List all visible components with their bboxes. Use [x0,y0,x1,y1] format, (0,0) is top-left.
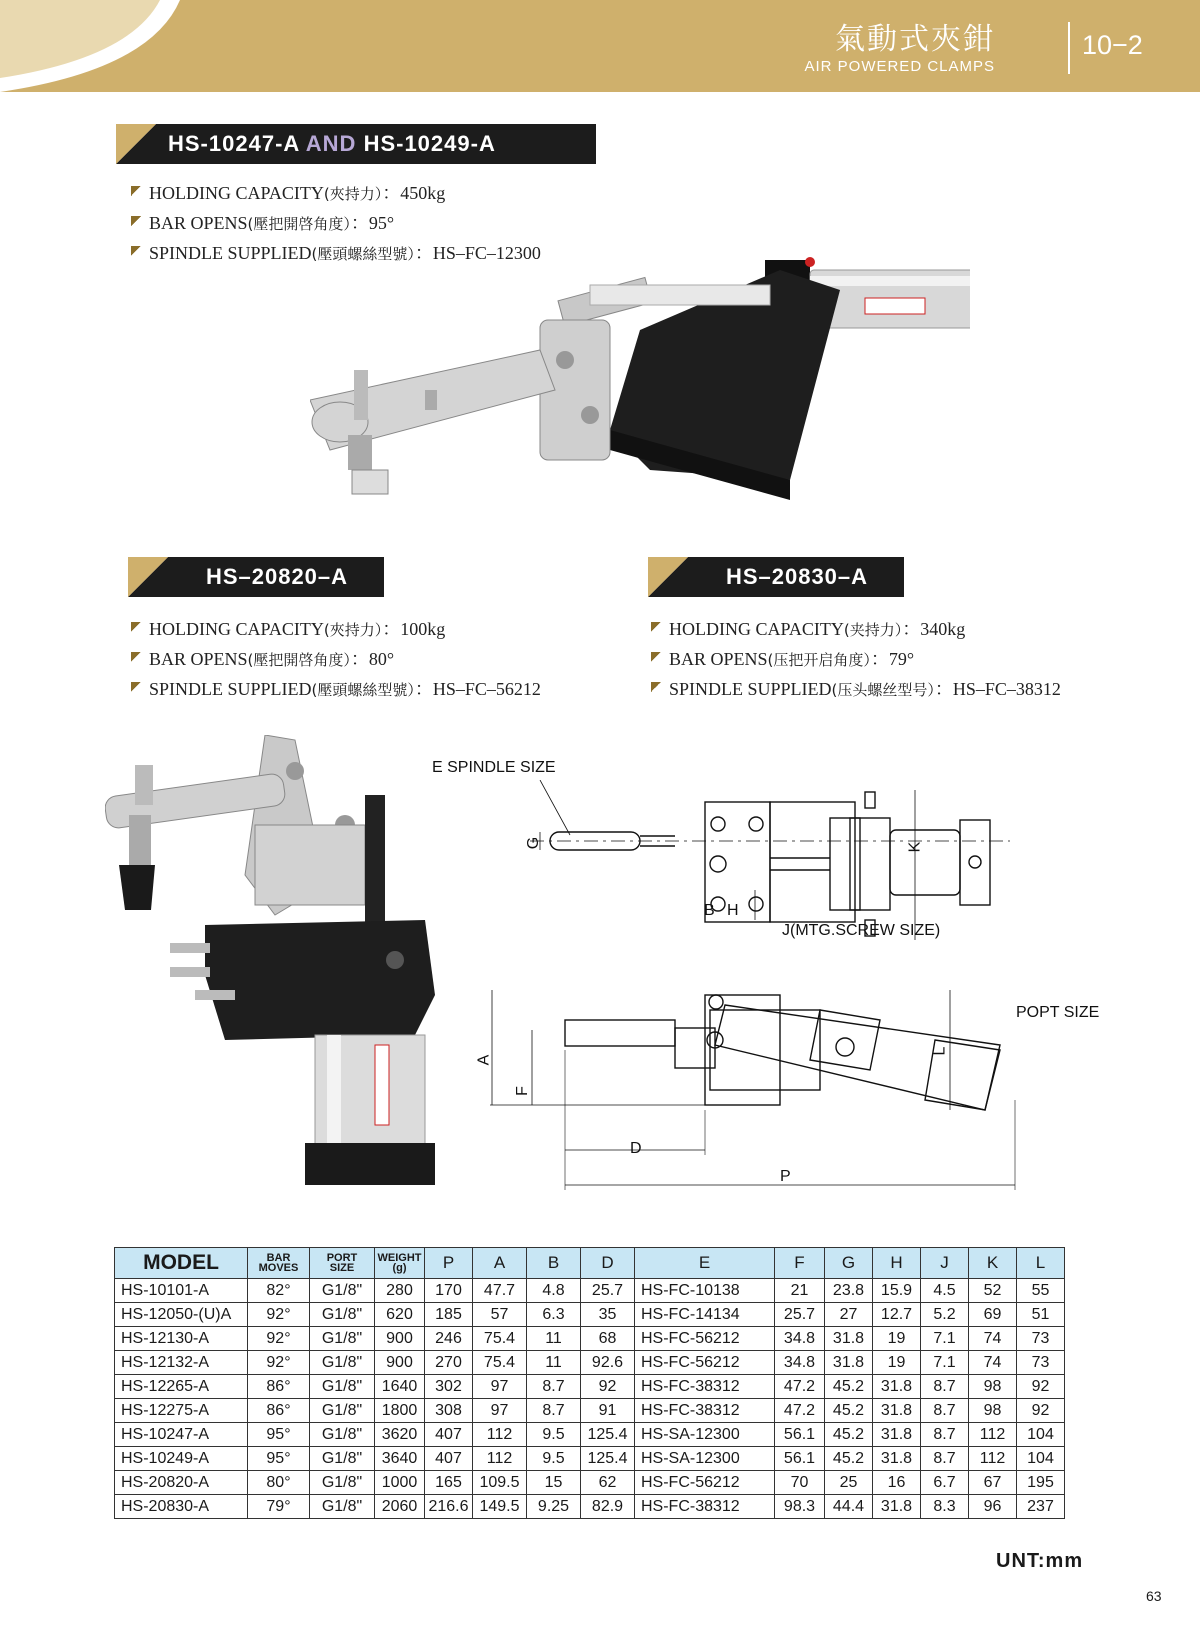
table-cell: 95° [248,1423,310,1447]
table-cell: 25.7 [581,1279,635,1303]
table-cell: 62 [581,1471,635,1495]
top-view-drawing [510,780,1030,940]
table-cell: 34.8 [775,1351,825,1375]
page-number: 63 [1146,1588,1162,1604]
table-cell: 308 [425,1399,473,1423]
table-row [115,1303,1065,1327]
table-cell: 86° [248,1399,310,1423]
table-cell: 92 [1017,1399,1065,1423]
col-f: F [775,1248,825,1279]
table-cell: 112 [969,1423,1017,1447]
table-cell: 45.2 [825,1447,873,1471]
table-cell: G1/8" [310,1423,375,1447]
table-cell: G1/8" [310,1327,375,1351]
section3-title-bar [648,557,904,597]
section1-title-and: AND [305,131,357,156]
table-header-row [115,1248,1065,1279]
table-cell: HS-10247-A [115,1423,248,1447]
table-cell: HS-FC-10138 [635,1279,775,1303]
col-d: D [581,1248,635,1279]
table-cell: HS-20830-A [115,1495,248,1519]
table-row [115,1495,1065,1519]
section2-title: HS–20820–A [170,557,384,597]
dim-a-label: A [475,1054,493,1066]
table-cell: 6.3 [527,1303,581,1327]
table-cell: 45.2 [825,1399,873,1423]
table-cell: 98.3 [775,1495,825,1519]
table-cell: 45.2 [825,1423,873,1447]
table-cell: HS-FC-56212 [635,1351,775,1375]
table-cell: 70 [775,1471,825,1495]
section3-title: HS–20830–A [690,557,904,597]
table-cell: 56.1 [775,1423,825,1447]
col-bar-moves: BAR MOVES [248,1248,310,1279]
table-cell: 92° [248,1351,310,1375]
table-cell: HS-12130-A [115,1327,248,1351]
col-e: E [635,1248,775,1279]
table-row [115,1447,1065,1471]
table-cell: 407 [425,1423,473,1447]
table-cell: 4.8 [527,1279,581,1303]
table-cell: G1/8" [310,1303,375,1327]
table-cell: 55 [1017,1279,1065,1303]
table-cell: 79° [248,1495,310,1519]
table-cell: 11 [527,1351,581,1375]
bullet-mark-icon [131,682,141,692]
col-weight: WEIGHT (g) [375,1248,425,1279]
table-cell: 3620 [375,1423,425,1447]
table-cell: 109.5 [473,1471,527,1495]
table-cell: 112 [969,1447,1017,1471]
table-row [115,1375,1065,1399]
dim-f-label: F [513,1086,531,1096]
table-cell: 125.4 [581,1447,635,1471]
table-cell: 67 [969,1471,1017,1495]
table-row [115,1279,1065,1303]
table-cell: 19 [873,1351,921,1375]
table-cell: 21 [775,1279,825,1303]
table-cell: 31.8 [825,1351,873,1375]
table-cell: 68 [581,1327,635,1351]
table-cell: 4.5 [921,1279,969,1303]
col-k: K [969,1248,1017,1279]
table-cell: G1/8" [310,1375,375,1399]
col-l: L [1017,1248,1065,1279]
table-cell: HS-12275-A [115,1399,248,1423]
table-cell: 185 [425,1303,473,1327]
table-cell: 73 [1017,1351,1065,1375]
table-cell: 91 [581,1399,635,1423]
table-cell: 74 [969,1351,1017,1375]
section1-title-bar [116,124,586,164]
col-h: H [873,1248,921,1279]
dim-g-label: G [525,836,543,850]
table-cell: 97 [473,1399,527,1423]
table-body [115,1279,1065,1519]
table-cell: 8.7 [527,1375,581,1399]
dim-l-label: L [931,1046,949,1056]
table-cell: 31.8 [873,1375,921,1399]
table-cell: 407 [425,1447,473,1471]
table-cell: 8.3 [921,1495,969,1519]
table-cell: 7.1 [921,1351,969,1375]
table-cell: 51 [1017,1303,1065,1327]
table-cell: HS-FC-14134 [635,1303,775,1327]
unit-label: UNT:mm [996,1550,1084,1572]
spec-line: SPINDLE SUPPLIED(压头螺丝型号）：HS–FC–38312 [651,674,1061,704]
table-cell: 5.2 [921,1303,969,1327]
table-cell: 56.1 [775,1447,825,1471]
table-cell: 216.6 [425,1495,473,1519]
table-cell: 12.7 [873,1303,921,1327]
table-cell: 8.7 [527,1399,581,1423]
dim-p-label: P [780,1168,791,1185]
table-cell: HS-12132-A [115,1351,248,1375]
spec-line: SPINDLE SUPPLIED(壓頭螺絲型號）：HS–FC–12300 [131,238,541,268]
table-cell: 31.8 [873,1399,921,1423]
section1-title-part1: HS-10247-A [168,131,300,156]
table-row [115,1351,1065,1375]
side-view-drawing [480,990,1040,1200]
table-cell: HS-SA-12300 [635,1423,775,1447]
table-cell: 149.5 [473,1495,527,1519]
table-cell: 74 [969,1327,1017,1351]
table-cell: HS-FC-56212 [635,1327,775,1351]
spec-line: SPINDLE SUPPLIED(壓頭螺絲型號）：HS–FC–56212 [131,674,541,704]
table-cell: 86° [248,1375,310,1399]
table-cell: G1/8" [310,1351,375,1375]
table-cell: 8.7 [921,1375,969,1399]
spec-line: BAR OPENS(壓把開啓角度）：95° [131,208,541,238]
table-cell: 31.8 [873,1423,921,1447]
table-cell: 80° [248,1471,310,1495]
spec-line: HOLDING CAPACITY(夹持力）：340kg [651,614,1061,644]
table-cell: 47.2 [775,1399,825,1423]
table-cell: 35 [581,1303,635,1327]
table-cell: 75.4 [473,1327,527,1351]
dim-b-label: B [704,902,715,919]
section3-specs [651,614,1061,704]
table-cell: 25 [825,1471,873,1495]
section2-specs [131,614,541,704]
spindle-size-label: E SPINDLE SIZE [432,759,556,776]
table-cell: 45.2 [825,1375,873,1399]
bullet-mark-icon [651,622,661,632]
col-a: A [473,1248,527,1279]
table-cell: 1640 [375,1375,425,1399]
product-photo-hs-10247-a [310,240,970,520]
table-cell: 8.7 [921,1447,969,1471]
header-swoosh-decoration [0,0,200,92]
spec-line: BAR OPENS(压把开启角度）：79° [651,644,1061,674]
table-cell: G1/8" [310,1279,375,1303]
table-cell: 9.5 [527,1447,581,1471]
table-cell: HS-SA-12300 [635,1447,775,1471]
table-cell: HS-10249-A [115,1447,248,1471]
table-cell: G1/8" [310,1447,375,1471]
header-divider [1068,22,1070,74]
spec-table [114,1247,1065,1519]
table-cell: G1/8" [310,1399,375,1423]
table-cell: HS-FC-38312 [635,1375,775,1399]
table-cell: 75.4 [473,1351,527,1375]
table-cell: HS-20820-A [115,1471,248,1495]
table-cell: 31.8 [825,1327,873,1351]
table-cell: HS-FC-38312 [635,1399,775,1423]
table-cell: 195 [1017,1471,1065,1495]
table-cell: HS-10101-A [115,1279,248,1303]
col-b: B [527,1248,581,1279]
page-header [0,0,1200,92]
table-cell: 8.7 [921,1423,969,1447]
dim-k-label: K [906,841,924,853]
bullet-mark-icon [651,652,661,662]
table-cell: 16 [873,1471,921,1495]
table-row [115,1471,1065,1495]
table-cell: 1800 [375,1399,425,1423]
table-cell: G1/8" [310,1471,375,1495]
table-cell: 25.7 [775,1303,825,1327]
spec-line: HOLDING CAPACITY(夾持力）：100kg [131,614,541,644]
table-cell: 2060 [375,1495,425,1519]
table-row [115,1327,1065,1351]
table-cell: 246 [425,1327,473,1351]
col-g: G [825,1248,873,1279]
section-number: 10−2 [1082,30,1143,60]
table-cell: 31.8 [873,1447,921,1471]
table-cell: 11 [527,1327,581,1351]
table-row [115,1399,1065,1423]
table-cell: 92° [248,1327,310,1351]
bullet-mark-icon [131,216,141,226]
table-cell: 3640 [375,1447,425,1471]
table-cell: 237 [1017,1495,1065,1519]
table-cell: 52 [969,1279,1017,1303]
table-cell: 96 [969,1495,1017,1519]
spec-line: BAR OPENS(壓把開啓角度）：80° [131,644,541,674]
table-cell: 104 [1017,1447,1065,1471]
header-title-en: AIR POWERED CLAMPS [804,58,995,75]
product-photo-hs-20820-a [105,735,455,1215]
table-cell: 112 [473,1423,527,1447]
mtg-screw-label: J(MTG.SCREW SIZE) [782,922,941,939]
table-cell: 19 [873,1327,921,1351]
table-cell: 92° [248,1303,310,1327]
table-cell: 270 [425,1351,473,1375]
spec-line: HOLDING CAPACITY(夾持力）：450kg [131,178,541,208]
section2-title-bar [128,557,384,597]
table-cell: 7.1 [921,1327,969,1351]
col-port-size: PORT SIZE [310,1248,375,1279]
table-cell: 6.7 [921,1471,969,1495]
port-size-label: POPT SIZE [1016,1004,1100,1021]
bullet-mark-icon [651,682,661,692]
table-cell: 47.7 [473,1279,527,1303]
table-cell: HS-12265-A [115,1375,248,1399]
table-cell: HS-12050-(U)A [115,1303,248,1327]
table-cell: 170 [425,1279,473,1303]
table-cell: 44.4 [825,1495,873,1519]
table-cell: 97 [473,1375,527,1399]
dim-h-label: H [727,902,739,919]
table-cell: 165 [425,1471,473,1495]
table-cell: 57 [473,1303,527,1327]
table-cell: 15 [527,1471,581,1495]
table-cell: HS-FC-56212 [635,1471,775,1495]
table-cell: 280 [375,1279,425,1303]
table-cell: 620 [375,1303,425,1327]
bullet-mark-icon [131,246,141,256]
bullet-mark-icon [131,622,141,632]
table-cell: 82° [248,1279,310,1303]
table-cell: 98 [969,1399,1017,1423]
table-cell: 23.8 [825,1279,873,1303]
table-cell: 27 [825,1303,873,1327]
dim-d-label: D [630,1140,642,1157]
table-row [115,1423,1065,1447]
table-cell: 104 [1017,1423,1065,1447]
table-cell: 8.7 [921,1399,969,1423]
table-cell: 95° [248,1447,310,1471]
table-cell: 92 [1017,1375,1065,1399]
section1-title-part2: HS-10249-A [363,131,496,156]
table-cell: 92.6 [581,1351,635,1375]
table-cell: 31.8 [873,1495,921,1519]
table-cell: 900 [375,1327,425,1351]
table-cell: 900 [375,1351,425,1375]
col-model: MODEL [115,1248,248,1279]
bullet-mark-icon [131,186,141,196]
table-cell: 9.5 [527,1423,581,1447]
table-cell: 69 [969,1303,1017,1327]
table-cell: 112 [473,1447,527,1471]
table-cell: 302 [425,1375,473,1399]
table-cell: 47.2 [775,1375,825,1399]
table-cell: 34.8 [775,1327,825,1351]
header-title-cn: 氣動式夾鉗 [835,22,995,57]
col-p: P [425,1248,473,1279]
table-cell: 82.9 [581,1495,635,1519]
table-cell: 1000 [375,1471,425,1495]
bullet-mark-icon [131,652,141,662]
table-cell: HS-FC-38312 [635,1495,775,1519]
col-j: J [921,1248,969,1279]
table-cell: 125.4 [581,1423,635,1447]
table-cell: G1/8" [310,1495,375,1519]
table-cell: 98 [969,1375,1017,1399]
section1-title [158,124,596,164]
table-cell: 15.9 [873,1279,921,1303]
table-cell: 73 [1017,1327,1065,1351]
table-cell: 92 [581,1375,635,1399]
table-cell: 9.25 [527,1495,581,1519]
